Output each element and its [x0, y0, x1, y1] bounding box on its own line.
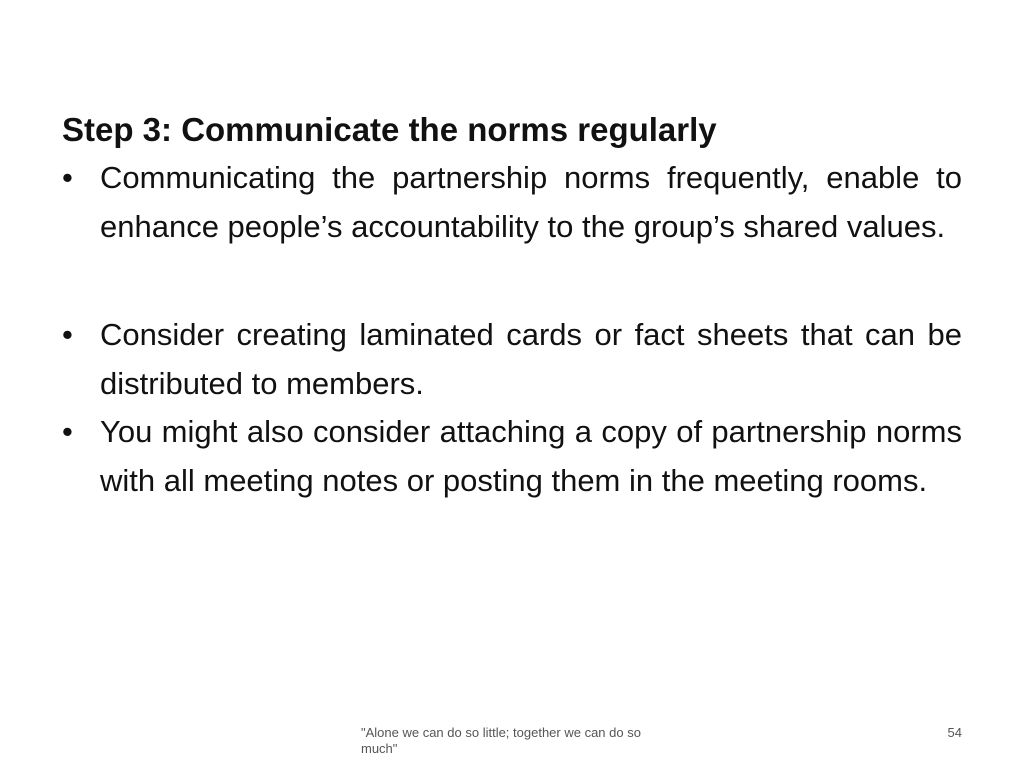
bullet-text-3: You might also consider attaching a copy of partnership norms with all meeting notes or posting them in the meeting rooms.: [100, 414, 962, 498]
bullet-point-icon: •: [62, 317, 73, 352]
page-number: 54: [947, 725, 962, 740]
bullet-point-icon: •: [62, 160, 73, 195]
bullet-item-1: [62, 154, 962, 251]
bullet-item-3: [62, 408, 962, 505]
bullet-text-2: Consider creating laminated cards or fact sheets that can be distributed to members.: [100, 317, 962, 401]
footer-quote: "Alone we can do so little; together we can do so much": [361, 725, 641, 756]
slide-heading: Step 3: Communicate the norms regularly: [62, 111, 717, 148]
bullet-text-1: Communicating the partnership norms frequently, enable to enhance people’s accountability to the group’s shared values.: [100, 160, 962, 244]
slide-content: [62, 106, 962, 505]
bullet-point-icon: •: [62, 414, 73, 449]
bullet-list: [62, 154, 962, 505]
bullet-item-2: [62, 311, 962, 408]
